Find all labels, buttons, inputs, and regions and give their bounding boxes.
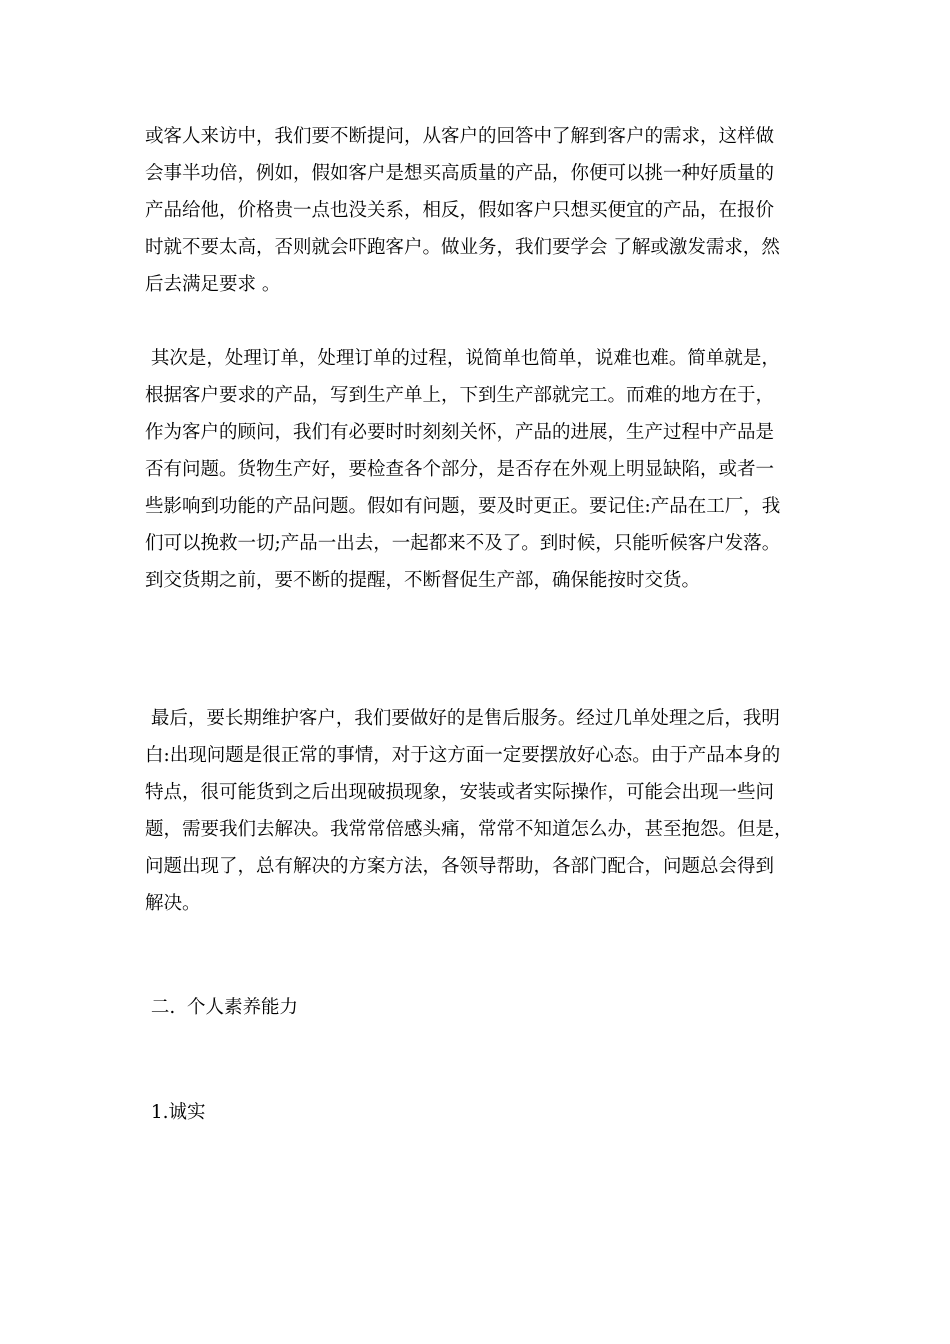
text-line: 时就不要太高，否则就会吓跑客户。做业务，我们要学会 了解或激发需求，然 xyxy=(145,237,780,258)
text-line: 问题出现了，总有解决的方案方法，各领导帮助，各部门配合，问题总会得到 xyxy=(145,856,775,877)
text-line: 后去满足要求 。 xyxy=(145,274,281,295)
text-line: 解决。 xyxy=(145,893,201,914)
text-line: 题，需要我们去解决。我常常倍感头痛，常常不知道怎么办，甚至抱怨。但是， xyxy=(145,819,793,840)
text-line: 到交货期之前，要不断的提醒，不断督促生产部，确保能按时交货。 xyxy=(145,570,701,591)
text-line: 会事半功倍，例如，假如客户是想买高质量的产品，你便可以挑一种好质量的 xyxy=(145,163,775,184)
text-line: 特点，很可能货到之后出现破损现象，安装或者实际操作，可能会出现一些问 xyxy=(145,782,775,803)
text-line: 们可以挽救一切;产品一出去，一起都来不及了。到时候，只能听候客户发落。 xyxy=(145,533,781,554)
text-line: 或客人来访中，我们要不断提问，从客户的回答中了解到客户的需求，这样做 xyxy=(145,126,775,147)
text-line: 些影响到功能的产品问题。假如有问题，要及时更正。要记住:产品在工厂，我 xyxy=(145,496,781,517)
text-line: 根据客户要求的产品，写到生产单上，下到生产部就完工。而难的地方在于， xyxy=(145,385,775,406)
section-heading: 二. 个人素养能力 xyxy=(145,997,299,1018)
text-line: 其次是，处理订单，处理订单的过程，说简单也简单，说难也难。简单就是， xyxy=(145,348,780,369)
subheading: 1.诚实 xyxy=(145,1102,206,1123)
text-line: 产品给他，价格贵一点也没关系，相反，假如客户只想买便宜的产品，在报价 xyxy=(145,200,775,221)
text-line: 白:出现问题是很正常的事情，对于这方面一定要摆放好心态。由于产品本身的 xyxy=(145,745,781,766)
text-line: 否有问题。货物生产好，要检查各个部分，是否存在外观上明显缺陷，或者一 xyxy=(145,459,775,480)
text-line: 最后，要长期维护客户，我们要做好的是售后服务。经过几单处理之后，我明 xyxy=(145,708,780,729)
text-line: 作为客户的顾问，我们有必要时时刻刻关怀，产品的进展，生产过程中产品是 xyxy=(145,422,775,443)
